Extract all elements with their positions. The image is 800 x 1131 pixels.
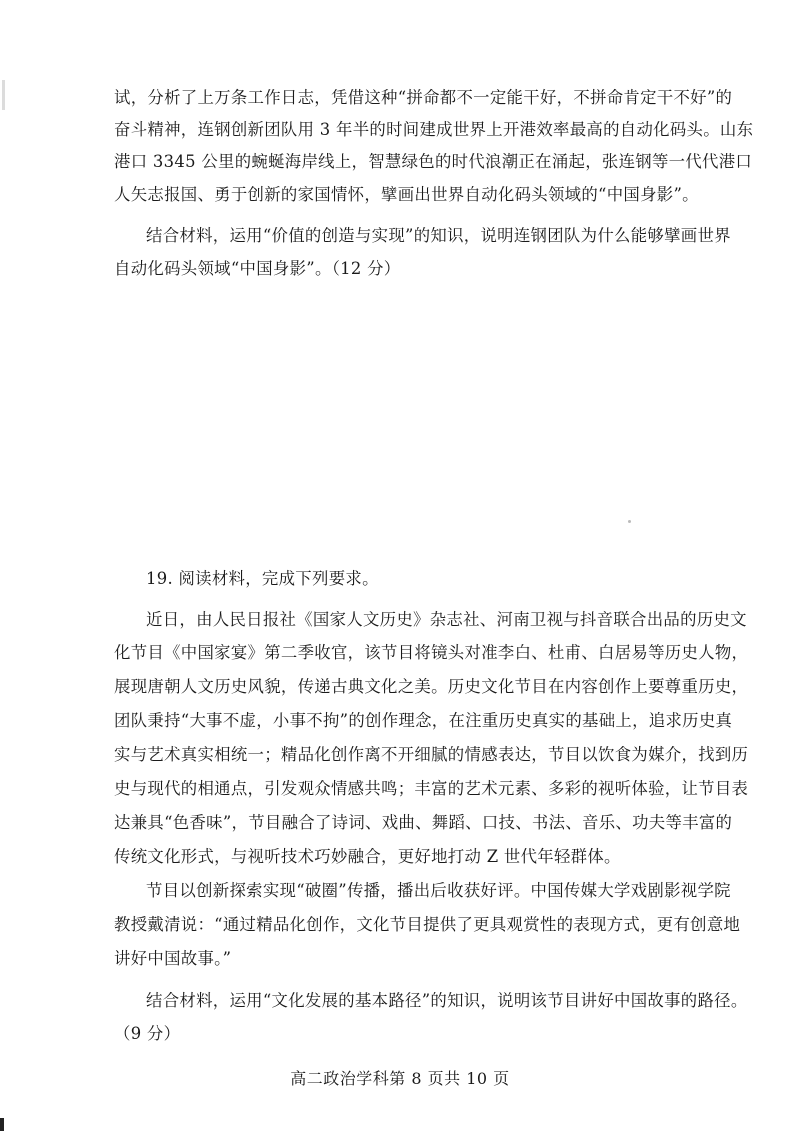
material-line: 达兼具“色香味”，节目融合了诗词、戏曲、舞蹈、口技、书法、音乐、功夫等丰富的 (114, 813, 733, 832)
material-line: 史与现代的相通点，引发观众情感共鸣；丰富的艺术元素、多彩的视听体验，让节目表 (114, 779, 749, 798)
material-line: 奋斗精神，连钢创新团队用 3 年半的时间建成世界上开港效率最高的自动化码头。山东 (114, 120, 754, 139)
material-line: 化节目《中国家宴》第二季收官，该节目将镜头对准李白、杜甫、白居易等历史人物， (114, 643, 749, 662)
material-line: 教授戴清说：“通过精品化创作，文化节目提供了更具观赏性的表现方式，更有创意地 (114, 915, 741, 934)
scan-artifact (2, 80, 5, 110)
material-line: 团队秉持“大事不虚，小事不拘”的创作理念，在注重历史真实的基础上，追求历史真 (114, 711, 733, 730)
material-line: 实与艺术真实相统一；精品化创作离不开细腻的情感表达，节目以饮食为媒介，找到历 (114, 745, 749, 764)
scan-artifact (628, 520, 631, 523)
question-prompt-line: 自动化码头领域“中国身影”。（12 分） (114, 259, 401, 278)
material-line: 节目以创新探索实现“破圈”传播，播出后收获好评。中国传媒大学戏剧影视学院 (146, 881, 731, 900)
question-prompt-line: 结合材料，运用“价值的创造与实现”的知识，说明连钢团队为什么能够擘画世界 (146, 226, 731, 245)
page-footer: 高二政治学科第 8 页共 10 页 (290, 1069, 510, 1088)
material-line: 传统文化形式，与视听技术巧妙融合，更好地打动 Z 世代年轻群体。 (114, 847, 621, 866)
material-line: 近日，由人民日报社《国家人文历史》杂志社、河南卫视与抖音联合出品的历史文 (146, 610, 747, 629)
question-prompt-line: （9 分） (114, 1024, 181, 1043)
question-heading: 19. 阅读材料，完成下列要求。 (146, 569, 379, 588)
material-line: 人矢志报国、勇于创新的家国情怀，擘画出世界自动化码头领域的“中国身影”。 (114, 185, 699, 204)
scan-artifact (0, 1118, 4, 1131)
question-prompt-line: 结合材料，运用“文化发展的基本路径”的知识，说明该节目讲好中国故事的路径。 (146, 991, 748, 1010)
material-line: 展现唐朝人文历史风貌，传递古典文化之美。历史文化节目在内容创作上要尊重历史， (114, 677, 749, 696)
material-line: 试，分析了上万条工作日志，凭借这种“拼命都不一定能干好，不拼命肯定干不好”的 (114, 88, 733, 107)
material-line: 讲好中国故事。” (114, 949, 232, 968)
material-line: 港口 3345 公里的蜿蜒海岸线上，智慧绿色的时代浪潮正在涌起，张连钢等一代代港口 (114, 152, 753, 171)
